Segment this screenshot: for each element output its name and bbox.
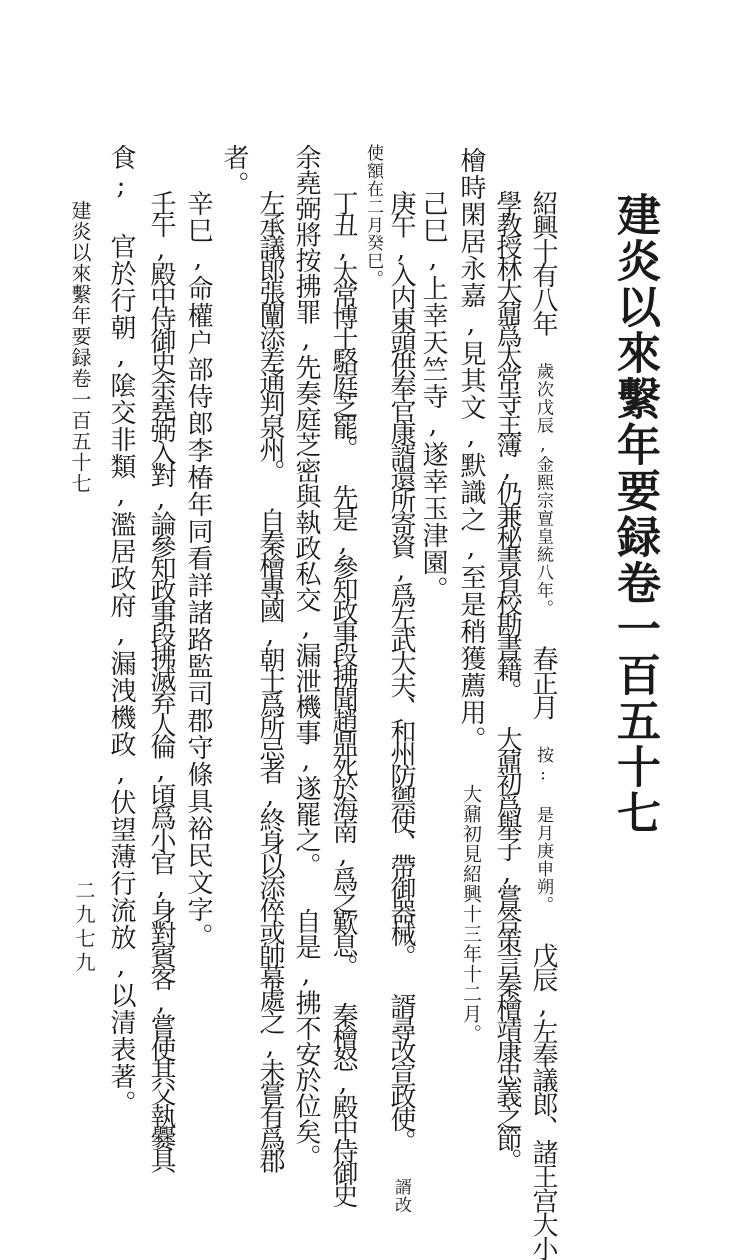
text-line-1-e: 戊辰,左奉議郎、諸王宫大小 bbox=[528, 914, 558, 1260]
text-line-13: 食; 官於行朝,隂交非類,濫居政府,漏洩機政,伏望薄行流放,以清表著。 bbox=[106, 144, 136, 1117]
text-line-1-a: 紹興十有八年 bbox=[528, 190, 558, 363]
text-line-2: 學教授林大鼐爲太常寺主簿,仍兼秘書省校勘書籍。 大鼐初爲舉子,嘗答策言秦檜靖康忠義之節。 bbox=[492, 190, 522, 1170]
text-line-11: 辛巳,命權户部侍郎李椿年同看詳諸路監司郡守條具裕民文字。 bbox=[183, 190, 213, 950]
text-line-3 bbox=[458, 147, 484, 1044]
text-line-4: 己巳,上幸天竺寺,遂幸玉津園。 bbox=[418, 190, 448, 603]
text-line-1-b: 歲次戊辰,金熙宗亶皇統八年。 bbox=[533, 362, 553, 618]
page-number: 二九七九 bbox=[72, 880, 96, 976]
text-line-3-note: 大鼐初見紹興十三年十二月。 bbox=[460, 784, 482, 1044]
text-line-5-a: 庚午,入内東頭供奉官康諝還所寄資,爲左武大夫、和州防禦使、帶御器械。 諝尋改宣政使。 bbox=[386, 190, 416, 1178]
text-line-3-a: 檜時閑居永嘉,見其文,默識之,至是稍獲薦用。 bbox=[456, 147, 486, 784]
text-line-10: 者。 bbox=[219, 144, 249, 198]
text-line-6: 使額在二月癸巳。 bbox=[363, 144, 383, 288]
text-line-9: 左承議郎張闡添差通判泉州。 自秦檜專國,朝士爲所忌者,終身以添倅或帥幕處之,未嘗有爲郡 bbox=[255, 190, 285, 1171]
text-line-5 bbox=[388, 190, 414, 1214]
text-line-1 bbox=[530, 190, 556, 1260]
text-line-8: 余堯弼將按拂罪,先奏庭芝密與執政私交,漏泄機事,遂罷之。 自是,拂不安於位矣。 bbox=[291, 144, 321, 1171]
text-line-12: 壬午,殿中侍御史余堯弼入對,論參知政事段拂滅弃人倫,頃爲小官,身對賓客,嘗使其父執爨具 bbox=[146, 190, 176, 1171]
text-line-5-note: 諝改 bbox=[391, 1177, 411, 1214]
page-title: 建炎以來繫年要録卷一百五十七 bbox=[609, 192, 660, 836]
text-line-1-d: 按: 是月庚申朔。 bbox=[533, 746, 553, 915]
running-head: 建炎以來繫年要録卷一百五十七 bbox=[68, 200, 92, 494]
text-line-1-c: 春正月 bbox=[528, 617, 558, 747]
text-line-7: 丁丑,太常博士駱庭芝罷。 先是,參知政事段拂聞趙鼎死於海南,爲之歎息。 秦檜怒,殿中侍御史 bbox=[328, 190, 358, 1204]
